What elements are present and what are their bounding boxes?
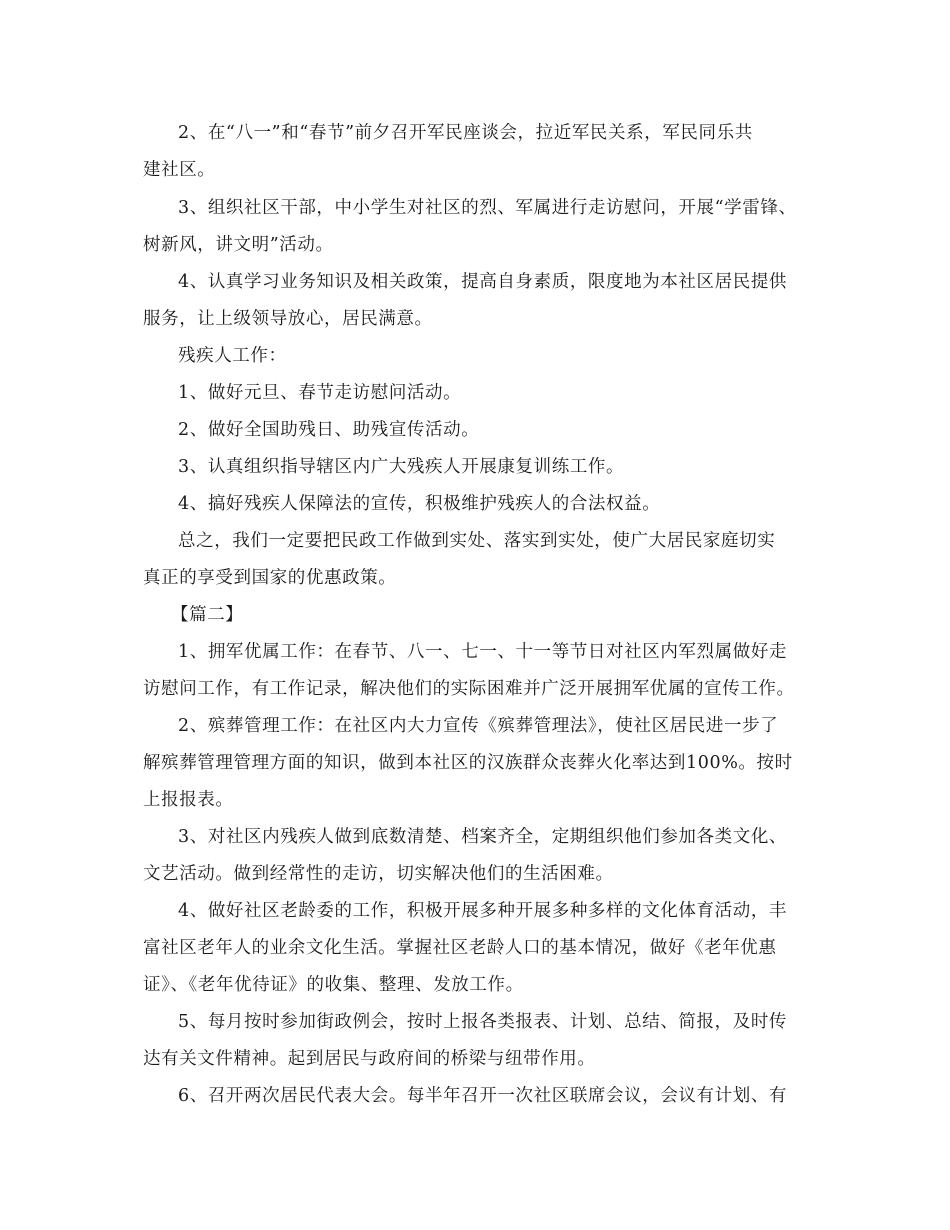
text-line: 富社区老年人的业余文化生活。掌握社区老龄人口的基本情况，做好《老年优惠: [143, 938, 777, 958]
text-line: 2、殡葬管理工作：在社区内大力宣传《殡葬管理法》，使社区居民进一步了: [178, 716, 779, 736]
text-line: 真正的享受到国家的优惠政策。: [143, 568, 397, 588]
text-line: 文艺活动。做到经常性的走访，切实解决他们的生活困难。: [143, 864, 614, 884]
text-line: 4、认真学习业务知识及相关政策，提高自身素质，限度地为本社区居民提供: [178, 272, 788, 292]
list-item: 2、做好全国助残日、助残宣传活动。: [178, 420, 480, 440]
text-line: 达有关文件精神。起到居民与政府间的桥梁与纽带作用。: [143, 1049, 596, 1069]
text-line: 4、做好社区老龄委的工作，积极开展多种开展多种多样的文化体育活动，丰: [178, 901, 788, 921]
text-line: 上报报表。: [143, 790, 234, 810]
text-line: 服务，让上级领导放心，居民满意。: [143, 309, 433, 329]
list-item: 4、搞好残疾人保障法的宣传，积极维护残疾人的合法权益。: [178, 494, 661, 514]
section-heading: 残疾人工作：: [178, 346, 287, 366]
text-line: 树新风，讲文明”活动。: [143, 235, 334, 255]
text-line: 3、组织社区干部，中小学生对社区的烈、军属进行走访慰问，开展“学雷锋、: [178, 198, 797, 218]
text-line: 3、对社区内残疾人做到底数清楚、档案齐全，定期组织他们参加各类文化、: [178, 827, 788, 847]
text-line: 访慰问工作，有工作记录，解决他们的实际困难并广泛开展拥军优属的宣传工作。: [143, 679, 795, 699]
text-line: 建社区。: [143, 160, 216, 180]
text-line: 6、召开两次居民代表大会。每半年召开一次社区联席会议，会议有计划、有: [178, 1086, 788, 1106]
text-line: 总之，我们一定要把民政工作做到实处、落实到实处，使广大居民家庭切实: [178, 531, 776, 551]
text-line: 解殡葬管理管理方面的知识，做到本社区的汉族群众丧葬火化率达到100%。按时: [143, 753, 793, 773]
text-line: 证》、《老年优待证》的收集、整理、发放工作。: [143, 975, 524, 995]
text-line: 1、拥军优属工作：在春节、八一、七一、十一等节日对社区内军烈属做好走: [178, 642, 788, 662]
section-title: 【篇二】: [171, 605, 244, 625]
text-line: 5、每月按时参加街政例会，按时上报各类报表、计划、总结、简报，及时传: [178, 1012, 788, 1032]
text-line: 2、在“八一”和“春节”前夕召开军民座谈会，拉近军民关系，军民同乐共: [178, 123, 753, 143]
list-item: 3、认真组织指导辖区内广大残疾人开展康复训练工作。: [178, 457, 625, 477]
list-item: 1、做好元旦、春节走访慰问活动。: [178, 383, 462, 403]
